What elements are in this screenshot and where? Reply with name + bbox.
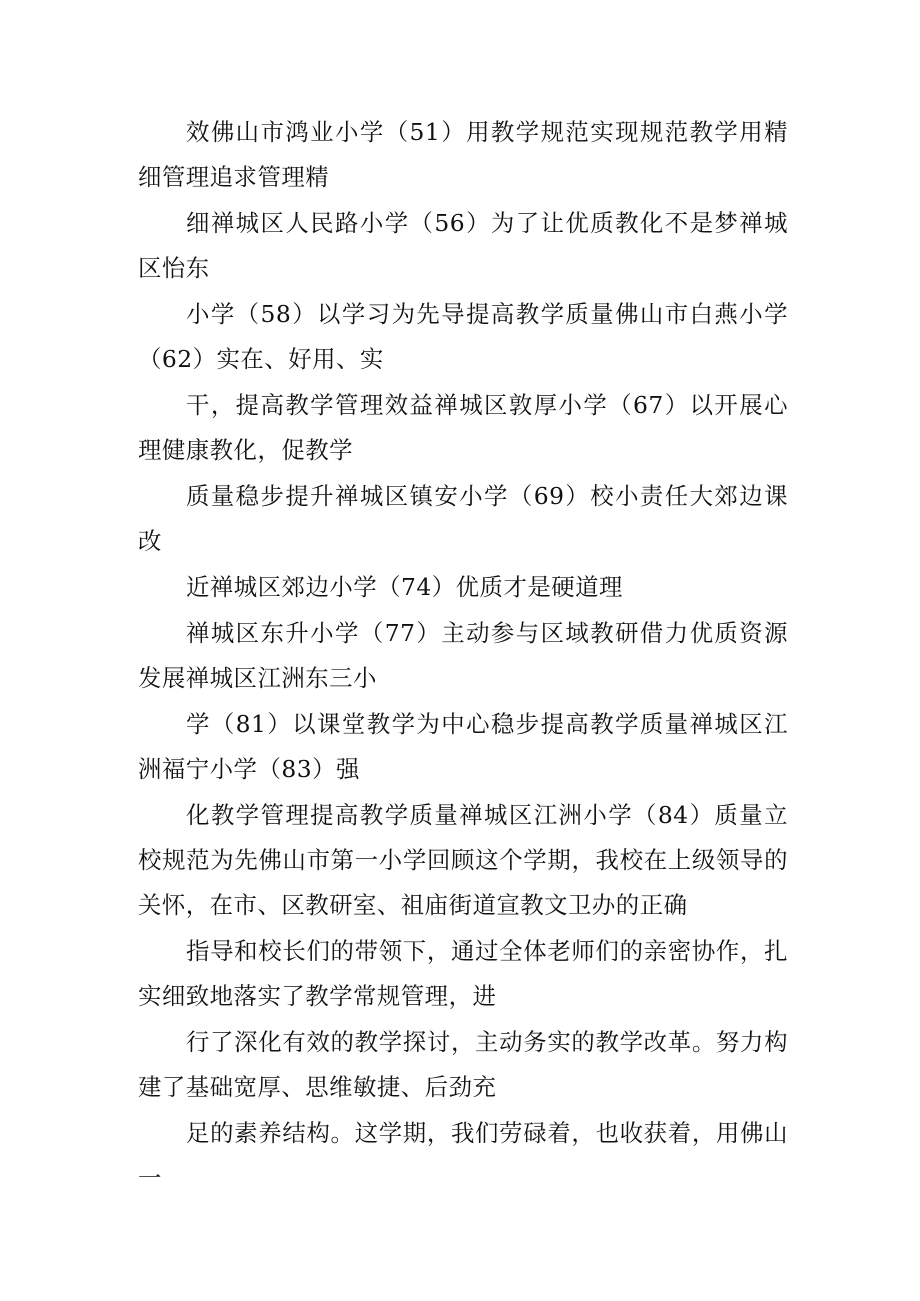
paragraph: 学（81）以课堂教学为中心稳步提高教学质量禅城区江洲福宁小学（83）强 bbox=[138, 710, 788, 783]
document-body bbox=[138, 110, 788, 1202]
paragraph: 禅城区东升小学（77）主动参与区域教研借力优质资源发展禅城区江洲东三小 bbox=[138, 619, 788, 692]
paragraph: 近禅城区郊边小学（74）优质才是硬道理 bbox=[186, 573, 623, 601]
paragraph: 小学（58）以学习为先导提高教学质量佛山市白燕小学（62）实在、好用、实 bbox=[138, 300, 788, 373]
paragraph: 足的素养结构。这学期，我们劳碌着，也收获着，用佛山一 bbox=[138, 1119, 788, 1192]
paragraph: 质量稳步提升禅城区镇安小学（69）校小责任大郊边课改 bbox=[138, 482, 788, 555]
paragraph: 效佛山市鸿业小学（51）用教学规范实现规范教学用精细管理追求管理精 bbox=[138, 118, 788, 191]
paragraph: 细禅城区人民路小学（56）为了让优质教化不是梦禅城区怡东 bbox=[138, 209, 788, 282]
paragraph: 行了深化有效的教学探讨，主动务实的教学改革。努力构建了基础宽厚、思维敏捷、后劲充 bbox=[138, 1028, 788, 1101]
paragraph: 化教学管理提高教学质量禅城区江洲小学（84）质量立校规范为先佛山市第一小学回顾这个学期，我校在上级领导的关怀，在市、区教研室、祖庙街道宣教文卫办的正确 bbox=[138, 801, 788, 919]
paragraph: 指导和校长们的带领下，通过全体老师们的亲密协作，扎实细致地落实了教学常规管理，进 bbox=[138, 937, 788, 1010]
paragraph: 干，提高教学管理效益禅城区敦厚小学（67）以开展心理健康教化，促教学 bbox=[138, 391, 788, 464]
